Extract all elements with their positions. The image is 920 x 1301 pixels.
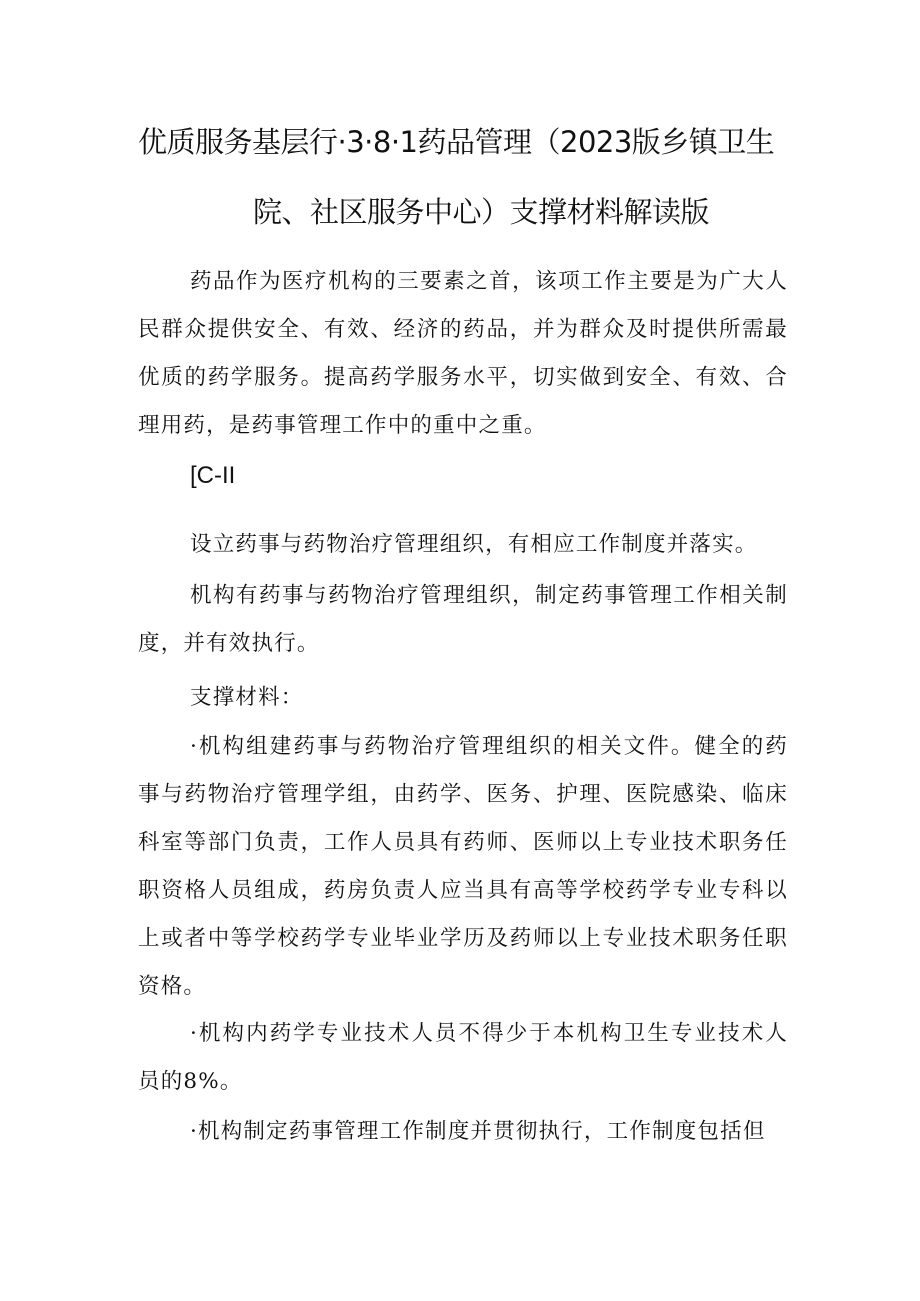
document-title-line-1: 优质服务基层行·3·8·1药品管理（2023版乡镇卫生 — [138, 125, 775, 159]
support-heading: 支撑材料： — [190, 685, 304, 710]
requirement-paragraph: 设立药事与药物治疗管理组织，有相应工作制度并落实。 — [190, 532, 758, 557]
support-bullet-3: ·机构制定药事管理工作制度并贯彻执行，工作制度包括但 — [190, 1119, 766, 1144]
level-code: [C-II — [190, 462, 236, 489]
support-bullet-1: ·机构组建药事与药物治疗管理组织的相关文件。健全的药事与药物治疗管理学组，由药学、医务、护理、医院感染、临床科室等部门负责，工作人员具有药师、医师以上专业技术职务任职资格人员组成，药房负责人应当具有高等学校药学专业专科以上或者中等学校药学专业毕业学历及药师以上专业技术职务任职资格。 — [138, 734, 788, 999]
document-title-line-2: 院、社区服务中心）支撑材料解读版 — [253, 195, 710, 229]
standard-paragraph: 机构有药事与药物治疗管理组织，制定药事管理工作相关制度，并有效执行。 — [138, 583, 788, 656]
support-bullet-2: ·机构内药学专业技术人员不得少于本机构卫生专业技术人员的8%。 — [138, 1021, 788, 1094]
intro-paragraph: 药品作为医疗机构的三要素之首，该项工作主要是为广大人民群众提供安全、有效、经济的药品，并为群众及时提供所需最优质的药学服务。提高药学服务水平，切实做到安全、有效、合理用药，是药事管理工作中的重中之重。 — [138, 269, 788, 438]
